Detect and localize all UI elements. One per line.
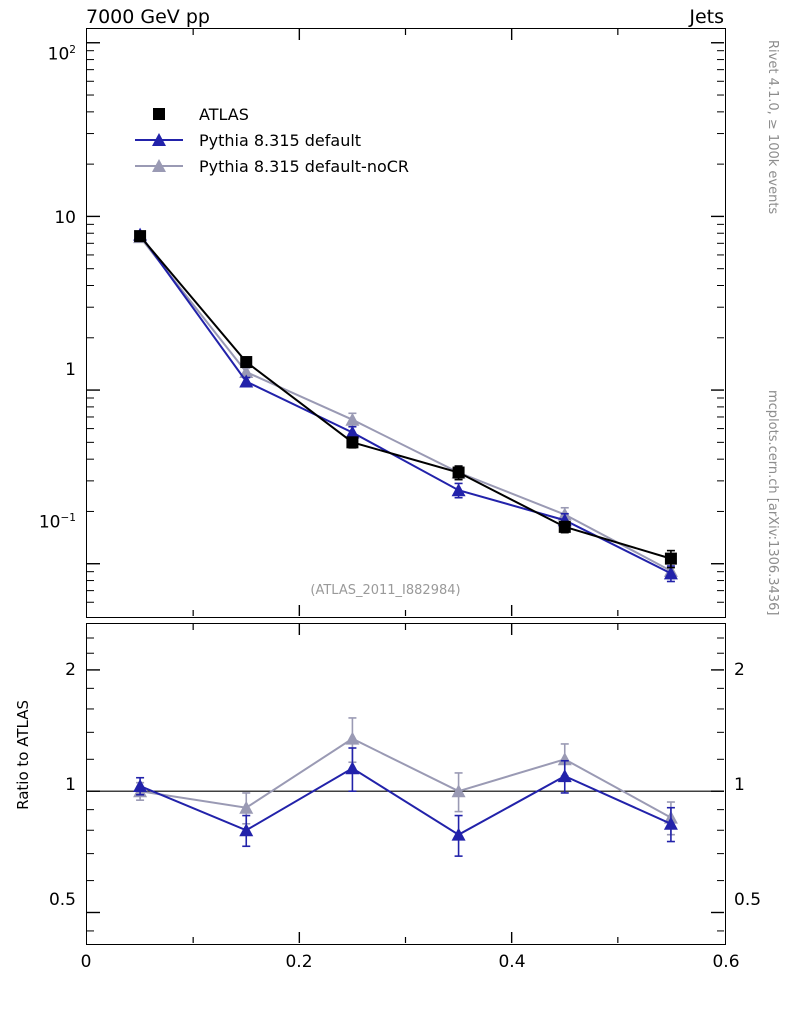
data-point-marker: [452, 483, 466, 496]
ratio-data-point-marker: [345, 761, 359, 774]
data-point-marker: [240, 356, 252, 368]
ratio-ytick-1-right: 1: [734, 775, 745, 795]
ratio-data-point-marker: [345, 732, 359, 745]
ytick-1: 1: [65, 360, 76, 380]
xtick-0.6: 0.6: [712, 952, 740, 972]
ratio-data-point-marker: [558, 769, 572, 782]
ytick-0.1: $10^{-1}$: [38, 512, 76, 533]
data-point-marker: [453, 467, 465, 479]
legend-label: Pythia 8.315 default: [199, 131, 362, 150]
ratio-ytick-1-left: 1: [65, 775, 76, 795]
main-plot-panel: [86, 28, 726, 618]
ytick-100: $10^2$: [47, 44, 76, 65]
ratio-data-point-marker: [133, 779, 147, 792]
header-right: Jets: [689, 6, 724, 28]
analysis-watermark: (ATLAS_2011_I882984): [310, 583, 461, 598]
data-point-marker: [665, 553, 677, 565]
data-point-marker: [559, 521, 571, 533]
rivet-version-label: Rivet 4.1.0, ≥ 100k events: [765, 40, 780, 215]
ytick-10: 10: [54, 208, 76, 228]
series-pythia-8-315-default-nocr: [133, 230, 678, 579]
ratio-data-point-marker: [452, 828, 466, 841]
ratio-ytick-0.5-left: 0.5: [48, 890, 76, 910]
data-point-marker: [134, 230, 146, 242]
series-atlas: [134, 230, 677, 567]
series-line: [140, 235, 671, 574]
xtick-0.4: 0.4: [498, 952, 526, 972]
ratio-ytick-2-left: 2: [65, 660, 76, 680]
ratio-data-point-marker: [239, 823, 253, 836]
mcplots-arxiv-label: mcplots.cern.ch [arXiv:1306.3436]: [765, 390, 780, 616]
legend-label: Pythia 8.315 default-noCR: [199, 157, 410, 176]
legend-label: ATLAS: [199, 105, 249, 124]
data-point-marker: [346, 436, 358, 448]
ratio-ytick-2-right: 2: [734, 660, 745, 680]
legend: [135, 105, 409, 176]
ratio-y-axis-label: Ratio to ATLAS: [14, 700, 32, 810]
main-plot-canvas: [87, 29, 724, 616]
ratio-plot-panel: [86, 623, 726, 945]
xtick-0: 0: [80, 952, 92, 972]
xtick-0.2: 0.2: [285, 952, 313, 972]
ratio-series-line: [140, 739, 671, 818]
ratio-ytick-0.5-right: 0.5: [734, 890, 762, 910]
ratio-series-line: [140, 768, 671, 834]
header-left: 7000 GeV pp: [86, 6, 210, 28]
series-line: [140, 237, 671, 571]
legend-marker-square: [153, 108, 165, 120]
ratio-plot-canvas: [87, 624, 724, 943]
series-pythia-8-315-default: [133, 228, 678, 582]
data-point-marker: [345, 413, 359, 426]
series-line: [140, 236, 671, 559]
